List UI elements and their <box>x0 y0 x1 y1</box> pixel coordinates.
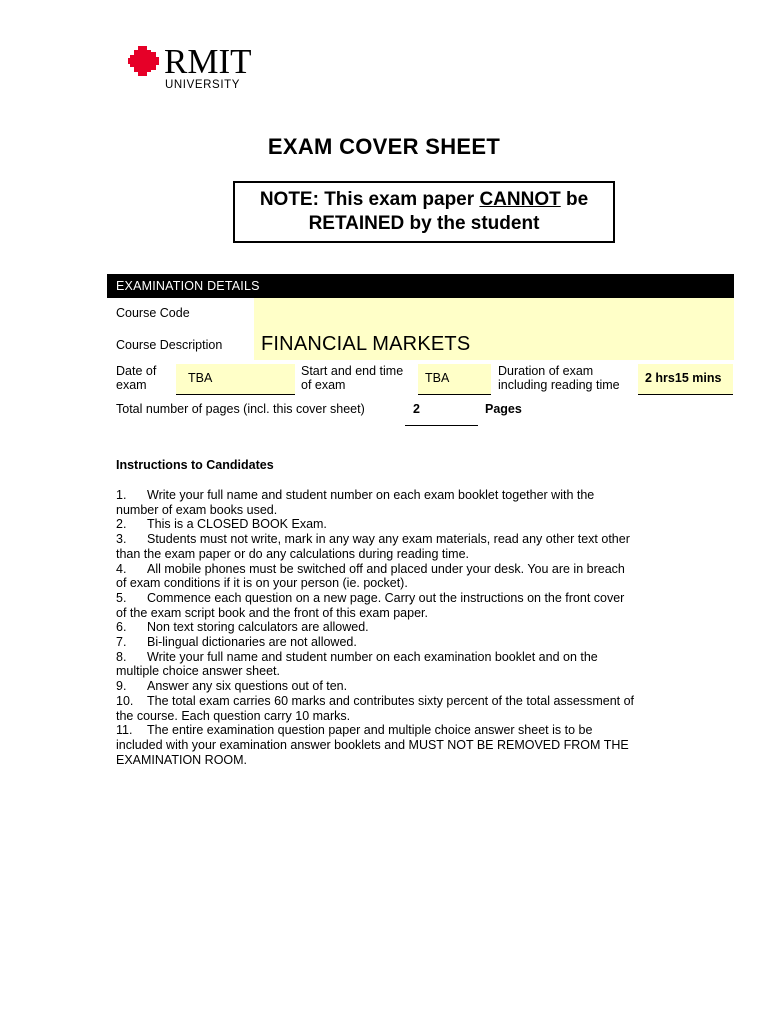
rmit-pixel-mark-icon <box>128 44 162 78</box>
pages-field <box>405 397 478 426</box>
instruction-number: 8. <box>116 649 127 664</box>
instruction-number: 7. <box>116 635 127 650</box>
course-description-value: FINANCIAL MARKETS <box>261 333 471 355</box>
rmit-logo <box>128 44 268 94</box>
duration-value: 2 hrs15 mins <box>645 371 722 385</box>
instruction-number: 10. <box>116 693 134 708</box>
instruction-text: Bi-lingual dictionaries are not allowed. <box>147 635 357 650</box>
instructions-list <box>116 488 656 767</box>
date-label-line-2: exam <box>116 378 147 392</box>
instruction-line <box>116 576 656 591</box>
instruction-item <box>116 723 656 767</box>
instruction-text: of exam conditions if it is on your person (ie. pocket). <box>116 576 408 591</box>
instruction-line <box>116 620 656 635</box>
instruction-text: This is a CLOSED BOOK Exam. <box>147 517 327 532</box>
instruction-number: 9. <box>116 679 127 694</box>
pages-label: Total number of pages (incl. this cover sheet) <box>116 402 365 416</box>
instruction-text: than the exam paper or do any calculations during reading time. <box>116 546 469 561</box>
instruction-line <box>116 517 656 532</box>
instruction-number: 1. <box>116 488 127 502</box>
instruction-text: The entire examination question paper and multiple choice answer sheet is to be <box>147 723 593 738</box>
page-title-text: EXAM COVER SHEET <box>267 134 501 159</box>
instruction-line <box>116 606 656 621</box>
pages-value: 2 <box>413 402 420 416</box>
instruction-line <box>116 753 656 768</box>
instruction-item <box>116 591 656 620</box>
time-label-line-1: Start and end time <box>301 364 404 378</box>
instruction-line <box>116 679 656 694</box>
instruction-text: Commence each question on a new page. Carry out the instructions on the front cover <box>147 590 625 605</box>
instruction-text: Answer any six questions out of ten. <box>147 679 348 694</box>
instruction-line <box>116 547 656 562</box>
note-suffix: be <box>560 189 589 210</box>
instruction-line <box>116 488 656 503</box>
date-label-line-1: Date of <box>116 364 157 378</box>
instruction-item <box>116 517 656 532</box>
course-code-field <box>254 298 734 332</box>
duration-label-line-1: Duration of exam <box>498 364 594 378</box>
course-code-label: Course Code <box>116 306 190 320</box>
instruction-number: 3. <box>116 532 127 547</box>
instruction-line <box>116 591 656 606</box>
page-title <box>0 134 768 160</box>
instruction-item <box>116 620 656 635</box>
instruction-number: 4. <box>116 561 127 576</box>
note-line-1 <box>235 188 613 212</box>
instruction-item <box>116 650 656 679</box>
instructions-heading: Instructions to Candidates <box>116 458 274 472</box>
logo-wordmark: RMIT <box>164 42 252 81</box>
instruction-number: 11. <box>116 723 133 738</box>
examination-details-header <box>107 274 734 298</box>
logo-subtitle: UNIVERSITY <box>165 79 241 91</box>
date-value: TBA <box>188 371 213 385</box>
time-value: TBA <box>425 371 450 385</box>
examination-details-title: EXAMINATION DETAILS <box>116 279 260 293</box>
date-label <box>116 364 156 392</box>
instruction-item <box>116 488 656 517</box>
instruction-item <box>116 679 656 694</box>
instruction-line <box>116 503 656 518</box>
instruction-line <box>116 709 656 724</box>
instruction-item <box>116 562 656 591</box>
note-emphasis: CANNOT <box>479 189 561 210</box>
date-field <box>176 364 295 395</box>
instruction-text: All mobile phones must be switched off and placed under your desk. You are in breach <box>147 561 625 576</box>
instruction-line <box>116 532 656 547</box>
instruction-line <box>116 635 656 650</box>
instruction-line <box>116 562 656 577</box>
instruction-text: EXAMINATION ROOM. <box>116 752 248 767</box>
duration-label-line-2: including reading time <box>498 378 620 392</box>
course-description-label: Course Description <box>116 338 223 352</box>
retention-note <box>233 181 615 243</box>
time-label <box>301 364 403 392</box>
instruction-text: Students must not write, mark in any way any exam materials, read any other text other <box>147 532 630 547</box>
instruction-text: included with your examination answer booklets and MUST NOT BE REMOVED FROM THE <box>116 737 629 752</box>
instruction-item <box>116 532 656 561</box>
time-field <box>418 364 491 395</box>
instruction-text: Write your full name and student number on each exam booklet together with the <box>147 488 595 502</box>
instruction-item <box>116 635 656 650</box>
instruction-text: the course. Each question carry 10 marks. <box>116 708 351 723</box>
instruction-item <box>116 694 656 723</box>
instruction-text: Non text storing calculators are allowed. <box>147 620 369 635</box>
instruction-text: Write your full name and student number on each examination booklet and on the <box>147 649 598 664</box>
instruction-number: 2. <box>116 517 127 532</box>
note-line-2: RETAINED by the student <box>308 213 540 234</box>
duration-field <box>638 364 733 395</box>
instruction-text: of the exam script book and the front of this exam paper. <box>116 605 428 620</box>
duration-label <box>498 364 620 392</box>
instruction-line <box>116 738 656 753</box>
instruction-line <box>116 723 656 738</box>
instruction-line <box>116 664 656 679</box>
instruction-text: multiple choice answer sheet. <box>116 664 280 679</box>
time-label-line-2: of exam <box>301 378 346 392</box>
instruction-line <box>116 650 656 665</box>
instruction-text: number of exam books used. <box>116 502 278 517</box>
instruction-line <box>116 694 656 709</box>
pages-unit: Pages <box>485 402 522 416</box>
instruction-number: 6. <box>116 620 127 635</box>
note-prefix: NOTE: This exam paper <box>259 189 480 210</box>
instruction-number: 5. <box>116 590 127 605</box>
instruction-text: The total exam carries 60 marks and contributes sixty percent of the total assessment of <box>147 693 635 708</box>
